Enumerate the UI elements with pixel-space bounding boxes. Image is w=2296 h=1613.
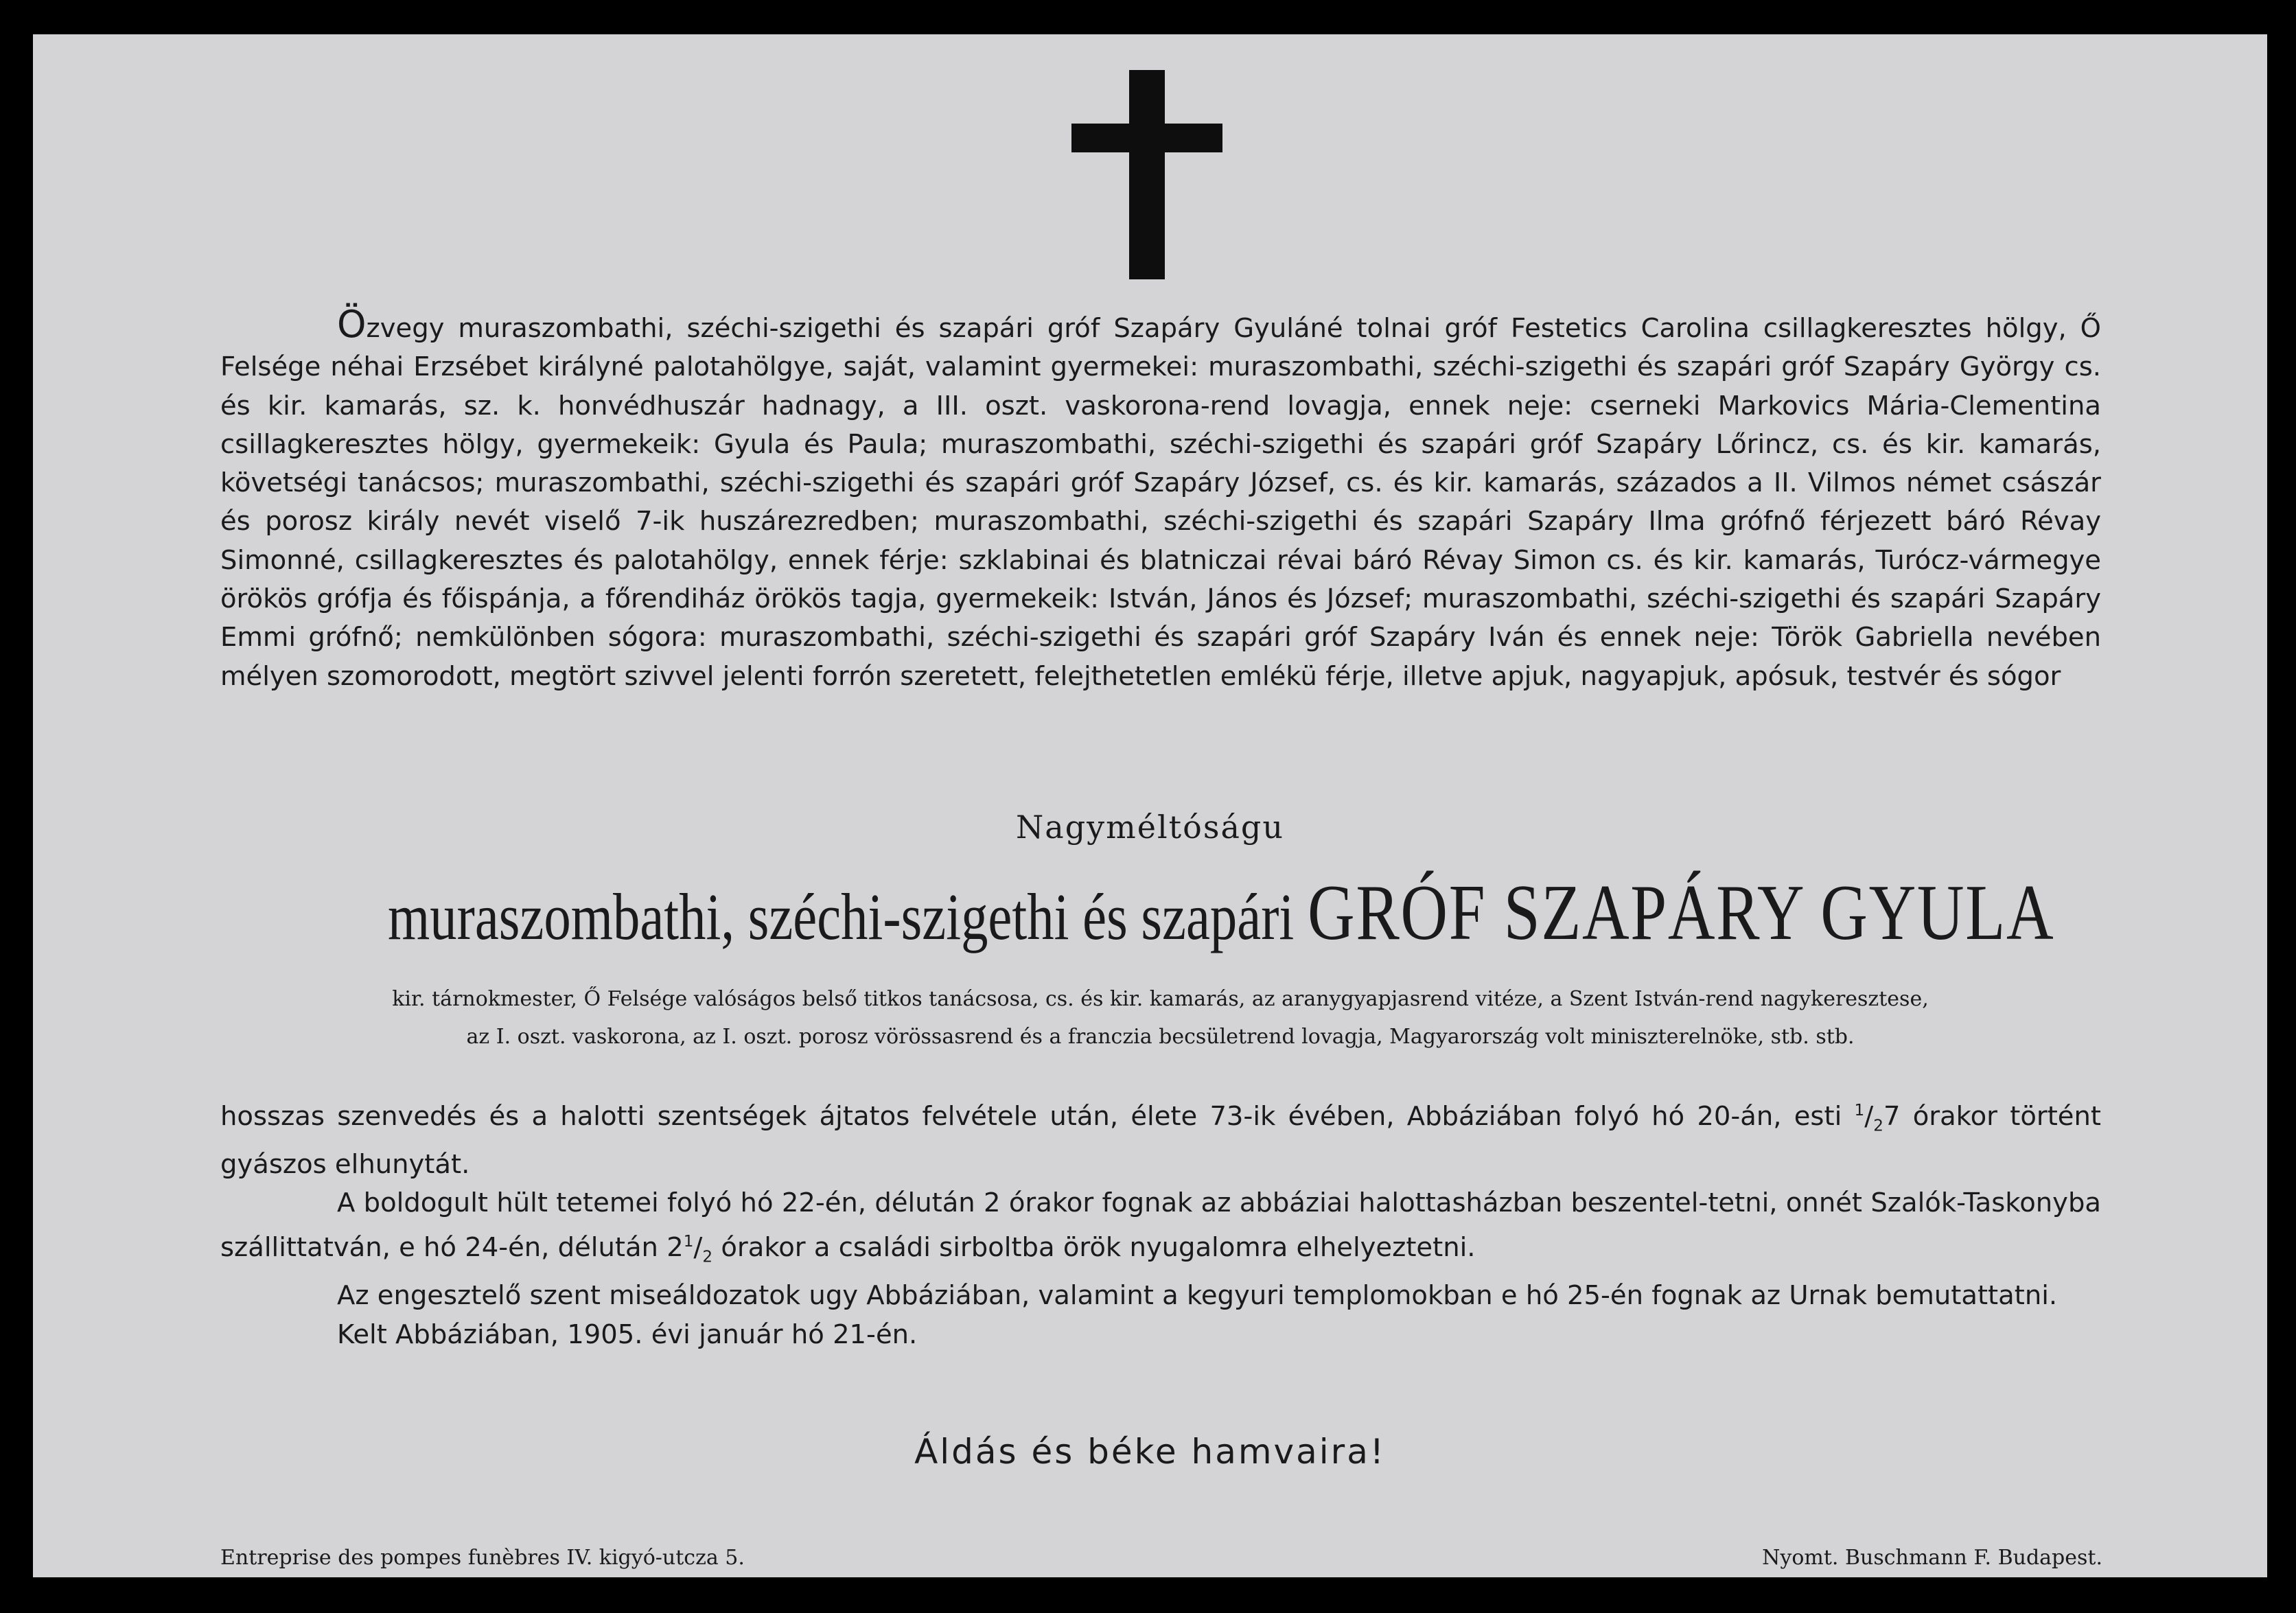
cross-horizontal-bar (1071, 124, 1222, 152)
intro-initial: Ö (337, 303, 367, 346)
funeral-text-a: A boldogult hült tetemei folyó hó 22-én, délután 2 órakor fognak az abbáziai halottasházban beszentel-tetni, onnét Szalók-Taskonyba szállittatván, e hó 24-én, délután 2 (220, 1187, 2101, 1264)
death-text-a: hosszas szenvedés és a halotti szentségek ájtatos felvétele után, élete 73-ik évében, Abbáziában folyó hó 20-án, esti (220, 1100, 1842, 1132)
deceased-name-line (388, 869, 2055, 958)
funeral-text-b: órakor a családi sirboltba örök nyugalomra elhelyeztetni. (721, 1232, 1476, 1264)
titles-line-1: kir. tárnokmester, Ő Felsége valóságos belső titkos tanácsosa, cs. és kir. kamarás, az aranygyapjasrend vitéze, a Szent István-rend nagykeresztese, (392, 987, 1929, 1011)
cross-vertical-bar (1129, 70, 1165, 279)
deceased-name: GRÓF SZAPÁRY GYULA (1307, 869, 2055, 957)
funeral-paragraph: A boldogult hült tetemei folyó hó 22-én, délután 2 órakor fognak az abbáziai halottasházban beszentel-tetni, onnét Szalók-Taskonyba szállittatván, e hó 24-én, délután $2^1/_2$ órakor a családi sirboltba örök nyugalomra elhelyeztetni. (220, 1187, 2101, 1266)
intro-text: zvegy muraszombathi, széchi-szigethi és szapári gróf Szapáry Gyuláné tolnai gróf Festetics Carolina csillagkeresztes hölgy, Ő Felsége néhai Erzsébet királyné palotahölgye, saját, valamint gyermekei: muraszombathi, széchi-szigethi és szapári gróf Szapáry György cs. és kir. kamarás, sz. k. honvédhuszár hadnagy, a III. oszt. vaskorona-rend lovagja, ennek neje: cserneki Markovics Mária-Clementina csillagkeresztes hölgy, gyermekeik: Gyula és Paula; muraszombathi, széchi-szigethi és szapári gróf Szapáry Lőrincz, cs. és kir. kamarás, követségi tanácsos; muraszombathi, széchi-szigethi és szapári gróf Szapáry József, cs. és kir. kamarás, százados a II. Vilmos német császár és porosz király nevét viselő 7-ik huszárezredben; muraszombathi, széchi-szigethi és szapári Szapáry Ilma grófnő férjezett báró Révay Simonné, csillagkeresztes és palotahölgy, ennek férje: szklabinai és blatniczai révai báró Révay Simon cs. és kir. kamarás, Turócz-vármegye örökös grófja és főispánja, a főrendiház örökös tagja, gyermekeik: István, János és József; muraszombathi, széchi-szigethi és szapári Szapáry Emmi grófnő; nemkülönben sógora: muraszombathi, széchi-szigethi és szapári gróf Szapáry Iván és ennek neje: Török Gabriella nevében mélyen szomorodott, megtört szivvel jelenti forrón szeretett, felejthetetlen emlékü férje, illetve apjuk, nagyapjuk, apósuk, testvér és sógor (220, 313, 2101, 692)
death-paragraph: hosszas szenvedés és a halotti szentségek ájtatos felvétele után, élete 73-ik évében, Abbáziában folyó hó 20-án, esti $^1/_27$ órakor történt gyászos elhunytát. (220, 1100, 2101, 1180)
footer-undertaker: Entreprise des pompes funèbres IV. kigyó-utcza 5. (220, 1546, 745, 1570)
death-text-b: 7 órakor történt gyászos elhunytát. (220, 1100, 2101, 1180)
deceased-titles (218, 980, 2102, 1056)
cross-icon (1071, 70, 1222, 279)
dated-line: Kelt Abbáziában, 1905. évi január hó 21-én. (337, 1319, 918, 1350)
name-prefix: muraszombathi, széchi-szigethi és szapári (388, 880, 1295, 953)
closing-blessing: Áldás és béke hamvaira! (914, 1432, 1386, 1472)
death-frac-den: 2 (1873, 1117, 1883, 1135)
titles-line-2: az I. oszt. vaskorona, az I. oszt. porosz vörössasrend és a franczia becsületrend lovagja, Magyarország volt miniszterelnöke, stb. stb. (466, 1025, 1855, 1049)
footer-printer: Nyomt. Buschmann F. Budapest. (1762, 1546, 2102, 1570)
death-frac-num: 1 (1854, 1102, 1865, 1119)
funeral-frac-den: 2 (702, 1248, 713, 1266)
death-notice-card (33, 34, 2267, 1577)
intro-paragraph (220, 305, 2101, 696)
mass-paragraph: Az engesztelő szent miseáldozatok ugy Abbáziában, valamint a kegyuri templomokban e hó 25-én fognak az Urnak bemutattatni. (337, 1280, 2058, 1312)
honorific: Nagyméltóságu (1016, 809, 1284, 846)
announcement-body (220, 1091, 2101, 1354)
funeral-frac-num: 1 (683, 1233, 694, 1251)
